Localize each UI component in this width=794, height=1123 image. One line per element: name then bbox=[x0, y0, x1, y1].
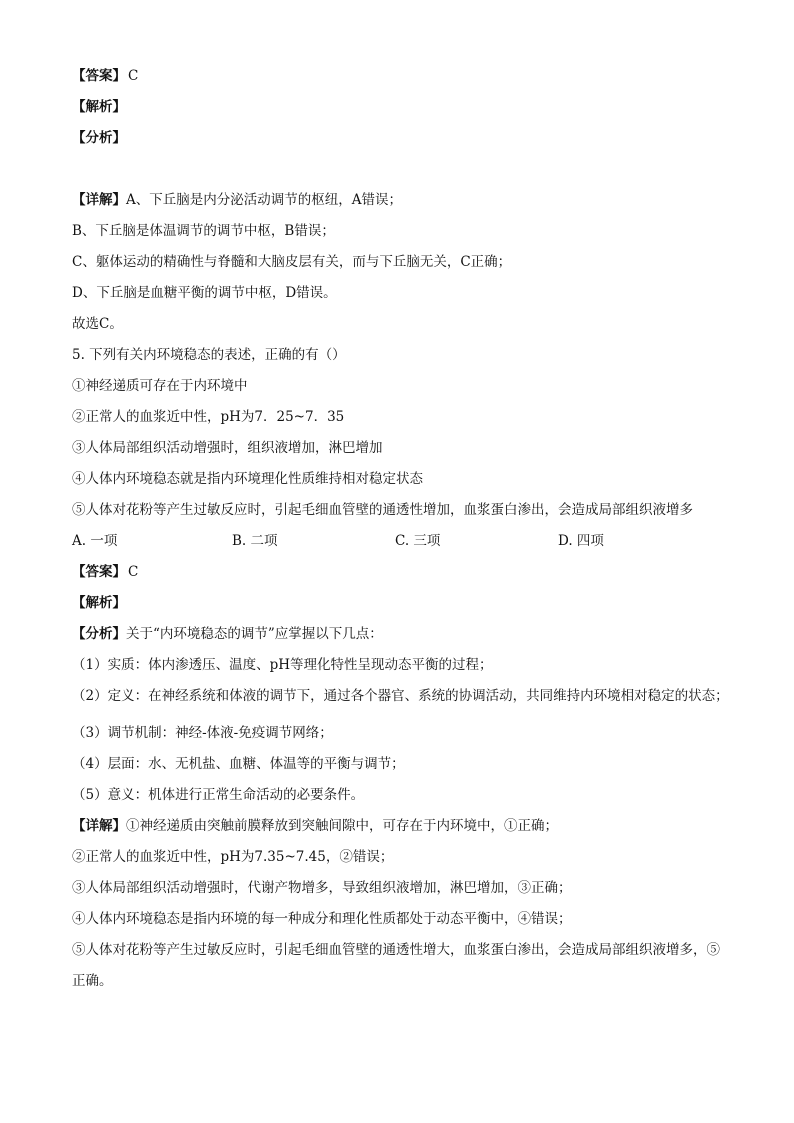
answer-line-1 bbox=[72, 66, 732, 86]
statement-5: ⑤人体对花粉等产生过敏反应时，引起毛细血管壁的通透性增加，血浆蛋白渗出，会造成局部组织液增多 bbox=[72, 502, 693, 518]
statement-2: ②正常人的血浆近中性，pH为7．25~7．35 bbox=[72, 409, 345, 425]
detail-line-2: B、下丘脑是体温调节的调节中枢，B错误； bbox=[72, 223, 335, 239]
jiexi-label-1: 【解析】 bbox=[72, 99, 126, 115]
statement-4: ④人体内环境稳态就是指内环境理化性质维持相对稳定状态 bbox=[72, 471, 423, 487]
fenxi-line-2: 【分析】关于“内环境稳态的调节”应掌握以下几点： bbox=[72, 626, 383, 642]
detail2-line-4: ④人体内环境稳态是指内环境的每一种成分和理化性质都处于动态平衡中，④错误； bbox=[72, 911, 572, 927]
question-stem: 5. 下列有关内环境稳态的表述，正确的有（） bbox=[72, 347, 346, 363]
point-1: （1）实质：体内渗透压、温度、pH等理化特性呈现动态平衡的过程； bbox=[72, 657, 493, 673]
answer-label: 【答案】 bbox=[72, 68, 126, 84]
detail-line-1: 【详解】A、下丘脑是内分泌活动调节的枢纽，A错误； bbox=[72, 192, 402, 208]
answer-line-2: 【答案】 C bbox=[72, 564, 139, 580]
option-a: A. 一项 bbox=[72, 533, 118, 549]
point-4: （4）层面：水、无机盐、血糖、体温等的平衡与调节； bbox=[72, 756, 405, 772]
detail-line-4: D、下丘脑是血糖平衡的调节中枢，D错误。 bbox=[72, 285, 337, 301]
fenxi-label-1: 【分析】 bbox=[72, 130, 126, 146]
option-b: B. 二项 bbox=[232, 533, 278, 549]
point-5: （5）意义：机体进行正常生命活动的必要条件。 bbox=[72, 787, 365, 803]
option-c: C. 三项 bbox=[395, 533, 441, 549]
detail2-line-5: ⑤人体对花粉等产生过敏反应时，引起毛细血管壁的通透性增大，血浆蛋白渗出，会造成局部组织液增多，⑤正确。 bbox=[72, 942, 720, 989]
point-2: （2）定义：在神经系统和体液的调节下，通过各个器官、系统的协调活动，共同维持内环境相对稳定的状态； bbox=[72, 688, 729, 704]
jiexi-label-2: 【解析】 bbox=[72, 595, 126, 611]
detail-label: 【详解】 bbox=[72, 192, 126, 208]
answer-value: C bbox=[128, 68, 139, 84]
detail-line-3: C、躯体运动的精确性与脊髓和大脑皮层有关，而与下丘脑无关，C正确； bbox=[72, 254, 512, 270]
statement-3: ③人体局部组织活动增强时，组织液增加，淋巴增加 bbox=[72, 440, 383, 456]
option-d: D. 四项 bbox=[558, 533, 604, 549]
point-3: （3）调节机制：神经-体液-免疫调节网络； bbox=[72, 725, 333, 741]
detail2-line-3: ③人体局部组织活动增强时，代谢产物增多，导致组织液增加，淋巴增加，③正确； bbox=[72, 880, 572, 896]
detail-conclusion: 故选C。 bbox=[72, 316, 123, 332]
detail2-line-2: ②正常人的血浆近中性，pH为7.35~7.45，②错误； bbox=[72, 849, 394, 865]
document-page bbox=[72, 66, 732, 1002]
detail2-line-1: 【详解】①神经递质由突触前膜释放到突触间隙中，可存在于内环境中，①正确； bbox=[72, 818, 558, 834]
statement-1: ①神经递质可存在于内环境中 bbox=[72, 378, 248, 394]
answer-options bbox=[72, 531, 732, 551]
